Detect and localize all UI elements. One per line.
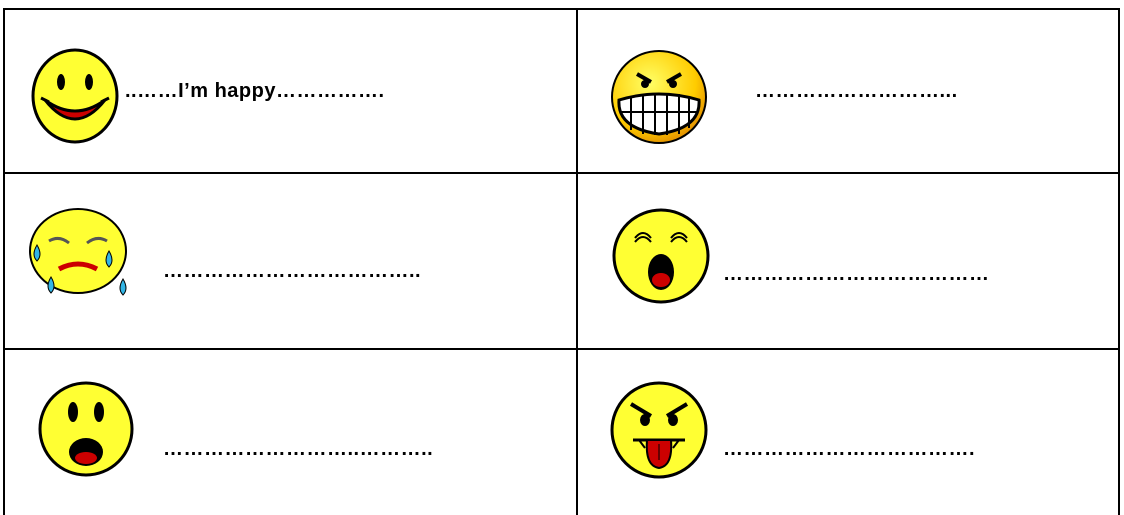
caption-blank-3: ………………………………… [723, 263, 990, 285]
gritted-teeth-face-icon [609, 48, 709, 146]
column-divider [576, 10, 578, 515]
caption-blank-1: ………………………... [755, 80, 958, 102]
caption-blank-5: ………………………………. [723, 438, 976, 460]
caption-blank-2: ……………………………….. [163, 260, 422, 282]
crying-face-icon [23, 207, 133, 299]
row-divider [5, 348, 1118, 350]
tongue-out-face-icon [609, 380, 709, 480]
yawning-face-icon [611, 208, 711, 304]
shocked-face-icon [37, 380, 135, 478]
caption-blank-4: ………………………..……….. [163, 438, 434, 460]
caption-happy: ..……I’m happy……………. [125, 80, 385, 102]
row-divider [5, 172, 1118, 174]
emotions-worksheet-table [3, 8, 1120, 515]
happy-face-icon [31, 48, 119, 144]
